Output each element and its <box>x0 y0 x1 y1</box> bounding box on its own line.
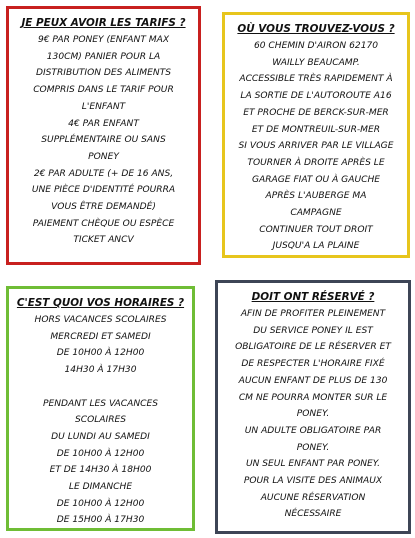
text-line: PENDANT LES VACANCES <box>42 398 159 409</box>
text-line: JUSQU'A LA PLAINE <box>272 241 360 252</box>
text-line: PONEY. <box>296 442 330 453</box>
horaires-card <box>6 286 195 531</box>
text-line: PONEY <box>88 151 119 162</box>
text-line: 14H30 À 17H30 <box>64 365 137 376</box>
text-line: L'ENFANT <box>81 101 126 112</box>
text-line: HORS VACANCES SCOLAIRES <box>34 315 167 325</box>
text-line: DE 10H00 À 12H00 <box>56 448 145 459</box>
text-line: CM NE POURRA MONTER SUR LE <box>238 392 388 403</box>
horaires-title: C'EST QUOI VOS HORAIRES ? <box>16 297 185 309</box>
adresse-title: OÙ VOUS TROUVEZ-VOUS ? <box>237 23 395 35</box>
text-line: AUCUN ENFANT DE PLUS DE 130 <box>238 375 388 386</box>
text-line: SCOLAIRES <box>74 415 127 426</box>
text-line: LE DIMANCHE <box>68 482 133 493</box>
text-line: AFIN DE PROFITER PLEINEMENT <box>240 309 386 319</box>
text-line: DE 10H00 À 12H00 <box>56 348 145 359</box>
text-line: DU LUNDI AU SAMEDI <box>51 431 150 442</box>
adresse-text <box>229 38 403 255</box>
text-line: POUR LA VISITE DES ANIMAUX <box>243 476 383 487</box>
blank-line <box>13 379 188 396</box>
tarifs-title: JE PEUX AVOIR LES TARIFS ? <box>21 17 186 29</box>
text-line: TICKET ANCV <box>73 235 134 246</box>
text-line: ACCESSIBLE TRÈS RAPIDEMENT À <box>239 74 393 85</box>
text-line: AUCUNE RÉSERVATION <box>260 492 366 503</box>
text-line: TOURNER À DROITE APRÈS LE <box>247 157 385 168</box>
text-line: CONTINUER TOUT DROIT <box>259 224 373 235</box>
reserve-card <box>215 280 411 534</box>
tarifs-text <box>13 32 194 249</box>
text-line: SUPPLÉMENTAIRE OU SANS <box>41 135 166 146</box>
text-line: DE 15H00 À 17H30 <box>56 515 145 526</box>
text-line: ET DE MONTREUIL-SUR-MER <box>251 124 381 135</box>
text-line: DISTRIBUTION DES ALIMENTS <box>35 68 172 79</box>
text-line: NÉCESSAIRE <box>284 509 342 520</box>
text-line: MERCREDI ET SAMEDI <box>50 331 151 342</box>
text-line: UN SEUL ENFANT PAR PONEY. <box>245 459 381 470</box>
reserve-text <box>222 306 404 523</box>
text-line: 9€ PAR PONEY (ENFANT MAX <box>37 35 170 45</box>
text-line: WAILLY BEAUCAMP. <box>272 57 360 68</box>
text-line: DU SERVICE PONEY IL EST <box>253 325 373 336</box>
text-line: ET DE 14H30 À 18H00 <box>49 465 152 476</box>
text-line: APRÈS L'AUBERGE MA <box>265 191 367 202</box>
text-line: ET PROCHE DE BERCK-SUR-MER <box>243 107 389 118</box>
text-line: 2€ PAR ADULTE (+ DE 16 ANS, <box>33 168 174 179</box>
text-line: 130CM) PANIER POUR LA <box>46 51 161 62</box>
text-line: PONEY. <box>296 409 330 420</box>
text-line: 4€ PAR ENFANT <box>68 118 139 129</box>
text-line: COMPRIS DANS LE TARIF POUR <box>33 85 174 96</box>
tarifs-card <box>6 6 201 265</box>
text-line: CAMPAGNE <box>290 208 342 219</box>
text-line: DE RESPECTER L'HORAIRE FIXÉ <box>241 359 385 370</box>
text-line: UNE PIÈCE D'IDENTITÉ POURRA <box>31 185 176 196</box>
text-line: GARAGE FIAT OU À GAUCHE <box>251 174 381 185</box>
horaires-text <box>13 312 188 529</box>
reserve-title: DOIT ONT RÉSERVÉ ? <box>251 291 375 303</box>
text-line: UN ADULTE OBLIGATOIRE PAR <box>244 425 382 436</box>
text-line: PAIEMENT CHÈQUE OU ESPÈCE <box>32 218 175 229</box>
text-line: OBLIGATOIRE DE LE RÉSERVER ET <box>235 342 391 353</box>
text-line: SI VOUS ARRIVER PAR LE VILLAGE <box>238 141 394 152</box>
adresse-card <box>222 12 410 258</box>
text-line: VOUS ÊTRE DEMANDÉ) <box>51 202 156 213</box>
text-line: 60 CHEMIN D'AIRON 62170 <box>253 41 379 51</box>
text-line: DE 10H00 À 12H00 <box>56 498 145 509</box>
text-line: LA SORTIE DE L'AUTOROUTE A16 <box>240 91 392 102</box>
